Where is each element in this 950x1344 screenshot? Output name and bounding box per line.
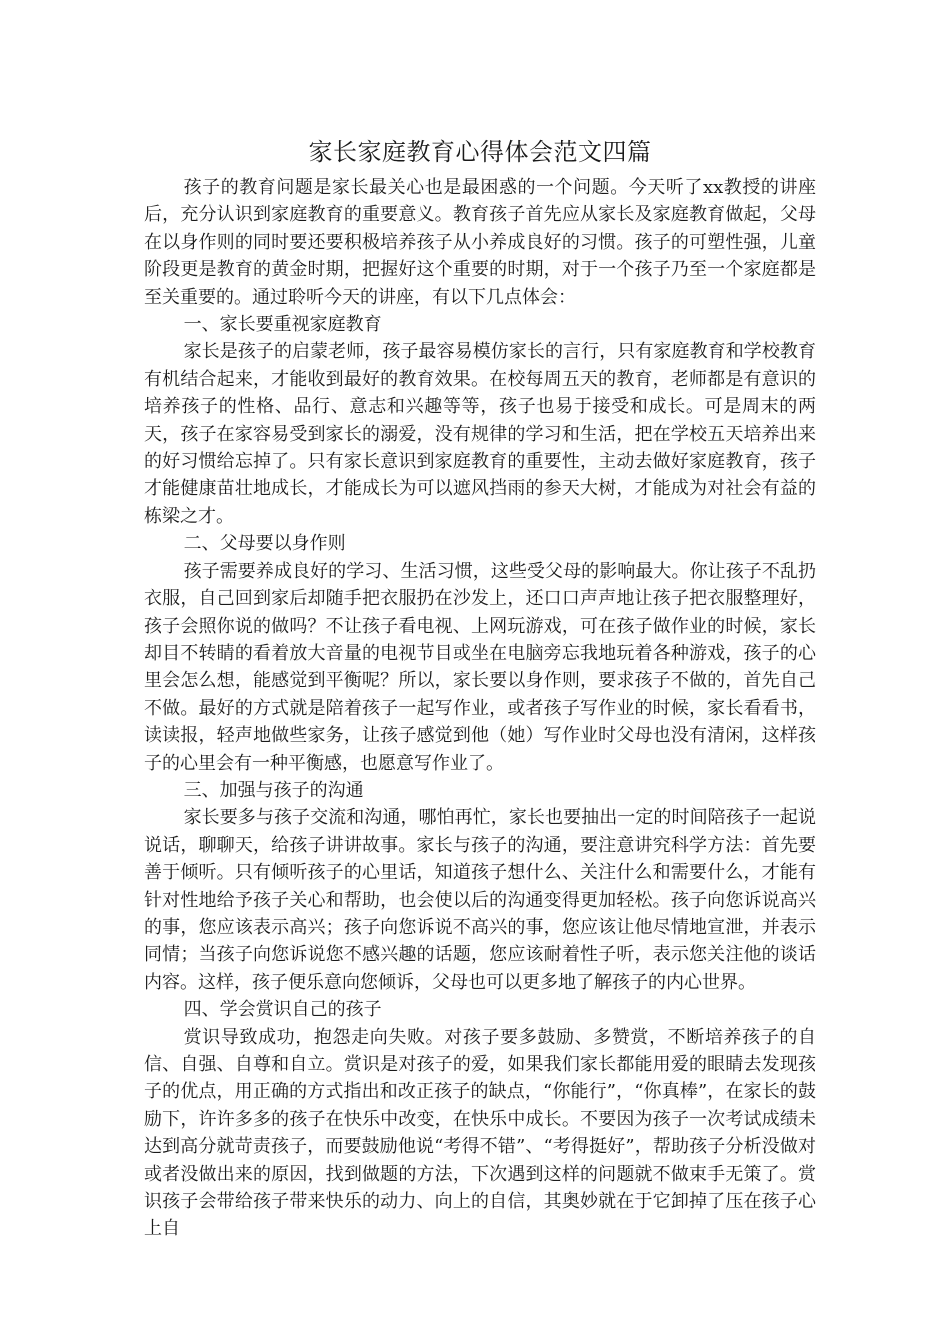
section-heading-4: 四、学会赏识自己的孩子 bbox=[183, 999, 382, 1021]
section-body-2: 孩子需要养成良好的学习、生活习惯，这些受父母的影响最大。你让孩子不乱扔衣服，自己回到家后却随手把衣服扔在沙发上，还口口声声地让孩子把衣服整理好，孩子会照你说的做吗？不让孩子看电视、上网玩游戏，可在孩子做作业的时候，家长却目不转睛的看着放大音量的电视节目或坐在电脑旁忘我地玩着各种游戏，孩子的心里会怎么想，能感觉到平衡呢？所以，家长要以身作则，要求孩子不做的，首先自己不做。最好的方式就是陪着孩子一起写作业，或者孩子写作业的时候，家长看看书，读读报，轻声地做些家务，让孩子感觉到他（她）写作业时父母也没有清闲，这样孩子的心里会有一种平衡感，也愿意写作业了。 bbox=[144, 560, 816, 774]
section-heading-2: 二、父母要以身作则 bbox=[183, 533, 346, 555]
section-body-4: 赏识导致成功，抱怨走向失败。对孩子要多鼓励、多赞赏，不断培养孩子的自信、自强、自尊和自立。赏识是对孩子的爱，如果我们家长都能用爱的眼睛去发现孩子的优点，用正确的方式指出和改正孩子的缺点，“你能行”，“你真棒”，在家长的鼓励下，许许多多的孩子在快乐中改变，在快乐中成长。不要因为孩子一次考试成绩未达到高分就苛责孩子，而要鼓励他说“考得不错”、“考得挺好”，帮助孩子分析没做对或者没做出来的原因，找到做题的方法，下次遇到这样的问题就不做束手无策了。赏识孩子会带给孩子带来快乐的动力、向上的自信，其奥妙就在于它卸掉了压在孩子心上自 bbox=[144, 1026, 816, 1240]
document-title: 家长家庭教育心得体会范文四篇 bbox=[308, 138, 652, 166]
intro-paragraph: 孩子的教育问题是家长最关心也是最困惑的一个问题。今天听了xx教授的讲座后，充分认识到家庭教育的重要意义。教育孩子首先应从家长及家庭教育做起，父母在以身作则的同时要还要积极培养孩子从小养成良好的习惯。孩子的可塑性强，儿童阶段更是教育的黄金时期，把握好这个重要的时期，对于一个孩子乃至一个家庭都是至关重要的。通过聆听今天的讲座，有以下几点体会： bbox=[144, 177, 816, 308]
section-heading-1: 一、家长要重视家庭教育 bbox=[183, 314, 382, 336]
section-heading-3: 三、加强与孩子的沟通 bbox=[183, 779, 364, 801]
section-body-3: 家长要多与孩子交流和沟通，哪怕再忙，家长也要抽出一定的时间陪孩子一起说说话，聊聊天，给孩子讲讲故事。家长与孩子的沟通，要注意讲究科学方法：首先要善于倾听。只有倾听孩子的心里话，知道孩子想什么、关注什么和需要什么，才能有针对性地给予孩子关心和帮助，也会使以后的沟通变得更加轻松。孩子向您诉说高兴的事，您应该表示高兴；孩子向您诉说不高兴的事，您应该让他尽情地宣泄，并表示同情；当孩子向您诉说您不感兴趣的话题，您应该耐着性子听，表示您关注他的谈话内容。这样，孩子便乐意向您倾诉，父母也可以更多地了解孩子的内心世界。 bbox=[144, 807, 816, 993]
section-body-1: 家长是孩子的启蒙老师，孩子最容易模仿家长的言行，只有家庭教育和学校教育有机结合起来，才能收到最好的教育效果。在校每周五天的教育，老师都是有意识的培养孩子的性格、品行、意志和兴趣等等，孩子也易于接受和成长。可是周末的两天，孩子在家容易受到家长的溺爱，没有规律的学习和生活，把在学校五天培养出来的好习惯给忘掉了。只有家长意识到家庭教育的重要性，主动去做好家庭教育，孩子才能健康苗壮地成长，才能成长为可以遮风挡雨的参天大树，才能成为对社会有益的栋梁之才。 bbox=[144, 341, 816, 527]
document-content bbox=[144, 132, 816, 1243]
